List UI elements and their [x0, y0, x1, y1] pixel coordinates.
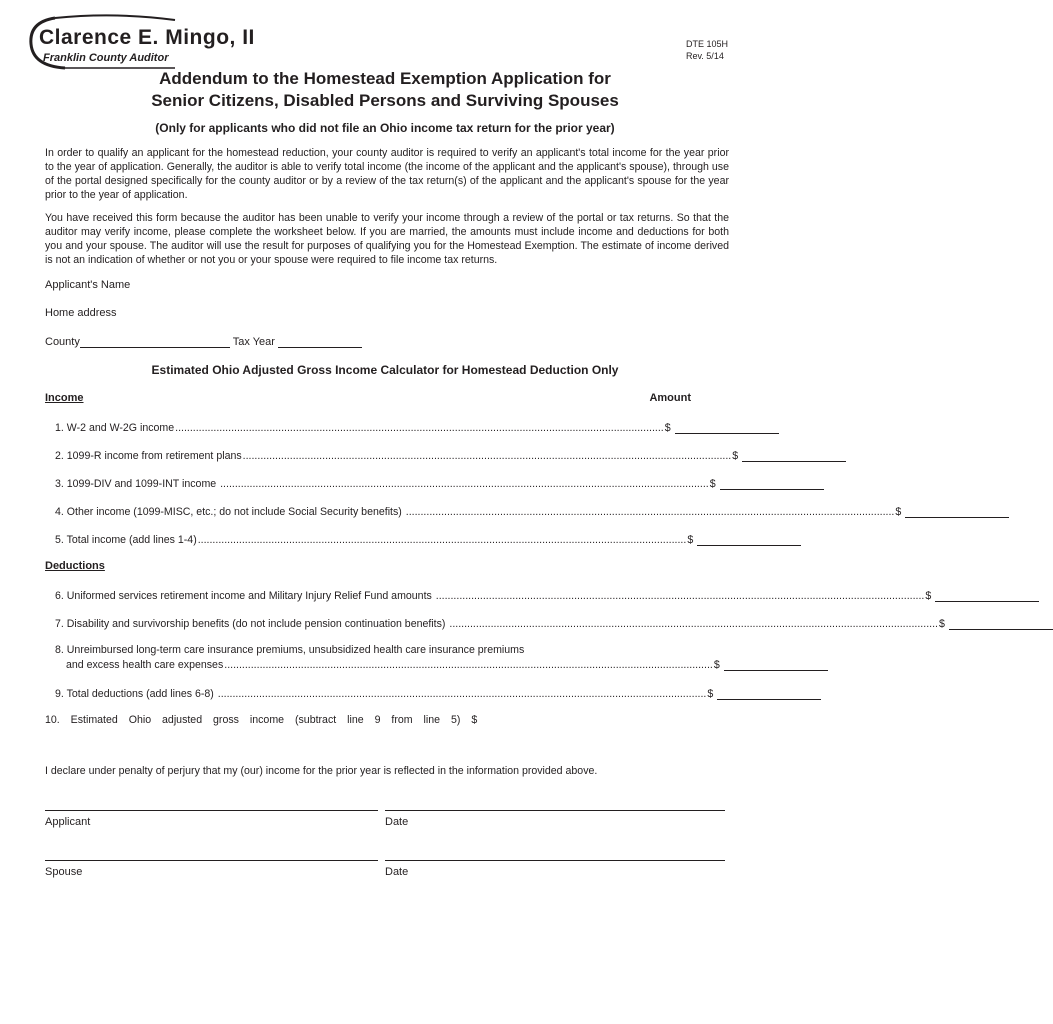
logo-subtitle: Franklin County Auditor: [43, 52, 169, 64]
applicant-name-label: Applicant's Name: [45, 279, 131, 291]
page-subtitle: (Only for applicants who did not file an Ohio income tax return for the prior year): [155, 121, 615, 135]
intro-paragraph-1: In order to qualify an applicant for the homestead reduction, your county auditor is required to verify an applicant's total income for the year prior to the year of application. Generally, the auditor is able to verify total income (the income of the applicant and the applicant's spouse), through use of the portal designed specifically for the county auditor or by a review of the tax return(s) of the applicant and the applicant's spouse for the year prior to the year of application.: [45, 147, 729, 201]
leader-dots: ......................................................................................................................................................................: [242, 450, 732, 462]
applicant-signature-label: Applicant: [45, 816, 91, 828]
deduction-line-8-label-b: and excess health care expenses: [66, 659, 224, 671]
deduction-line-9: [55, 686, 727, 700]
leader-dots: ......................................................................................................................................................................: [224, 659, 713, 671]
deduction-line-7-label: 7. Disability and survivorship benefits (do not include pension continuation benefits): [55, 618, 446, 630]
auditor-logo: [25, 14, 265, 74]
leader-dots: ......................................................................................................................................................................: [175, 422, 664, 434]
leader-dots: ......................................................................................................................................................................: [432, 590, 925, 602]
amount-header: Amount: [649, 392, 691, 404]
deduction-line-6: [55, 588, 932, 602]
dollar-sign: $: [925, 590, 932, 602]
deduction-line-9-amount[interactable]: [717, 687, 821, 700]
spouse-date-label: Date: [385, 866, 409, 878]
deductions-header: Deductions: [45, 560, 105, 572]
tax-year-input[interactable]: [278, 335, 362, 348]
title-line-1: Addendum to the Homestead Exemption Application for: [159, 69, 611, 88]
dollar-sign: $: [709, 478, 716, 490]
dollar-sign: $: [687, 534, 694, 546]
deduction-line-7-amount[interactable]: [949, 617, 1053, 630]
income-line-4-amount[interactable]: [905, 505, 1009, 518]
county-taxyear-row: [45, 335, 362, 348]
income-line-1: [55, 420, 727, 434]
line-10-estimated-agi: 10. Estimated Ohio adjusted gross income (subtract line 9 from line 5) $: [45, 714, 478, 726]
spouse-date-line[interactable]: [385, 860, 725, 861]
income-line-1-label: 1. W-2 and W-2G income: [55, 422, 175, 434]
deduction-line-7: [55, 616, 945, 630]
form-number: DTE 105H: [685, 39, 728, 49]
title-line-2: Senior Citizens, Disabled Persons and Surviving Spouses: [151, 91, 619, 110]
income-line-5-label: 5. Total income (add lines 1-4): [55, 534, 197, 546]
applicant-date-line[interactable]: [385, 810, 725, 811]
dollar-sign: $: [713, 659, 720, 671]
home-address-label: Home address: [45, 307, 117, 319]
leader-dots: ......................................................................................................................................................................: [214, 688, 707, 700]
tax-year-label: Tax Year: [232, 336, 275, 348]
declaration-text: I declare under penalty of perjury that my (our) income for the prior year is reflected in the information provided above.: [45, 765, 598, 777]
calculator-title: Estimated Ohio Adjusted Gross Income Calculator for Homestead Deduction Only: [151, 363, 619, 377]
income-line-4-label: 4. Other income (1099-MISC, etc.; do not include Social Security benefits): [55, 506, 402, 518]
spouse-signature-label: Spouse: [45, 866, 83, 878]
applicant-date-label: Date: [385, 816, 409, 828]
deduction-line-8-label-a: 8. Unreimbursed long-term care insurance premiums, unsubsidized health care insurance premiums: [55, 644, 525, 656]
deduction-line-6-label: 6. Uniformed services retirement income and Military Injury Relief Fund amounts: [55, 590, 432, 602]
page-title: [0, 68, 770, 112]
form-number-block: [686, 38, 728, 62]
income-line-5: [55, 532, 727, 546]
logo-name: Clarence E. Mingo, II: [39, 26, 255, 49]
dollar-sign: $: [664, 422, 671, 434]
spouse-signature-line[interactable]: [45, 860, 378, 861]
dollar-sign: $: [732, 450, 739, 462]
income-line-3-amount[interactable]: [720, 477, 824, 490]
deduction-line-9-label: 9. Total deductions (add lines 6-8): [55, 688, 214, 700]
income-line-5-amount[interactable]: [697, 533, 801, 546]
leader-dots: ......................................................................................................................................................................: [446, 618, 938, 630]
dollar-sign: $: [938, 618, 945, 630]
deduction-line-6-amount[interactable]: [935, 589, 1039, 602]
deduction-line-8-amount[interactable]: [724, 658, 828, 671]
income-header: Income: [45, 392, 84, 404]
income-line-3: [55, 476, 727, 490]
applicant-signature-line[interactable]: [45, 810, 378, 811]
income-line-1-amount[interactable]: [675, 421, 779, 434]
income-line-3-label: 3. 1099-DIV and 1099-INT income: [55, 478, 217, 490]
leader-dots: ......................................................................................................................................................................: [197, 534, 687, 546]
leader-dots: ......................................................................................................................................................................: [217, 478, 709, 490]
leader-dots: ......................................................................................................................................................................: [402, 506, 895, 518]
dollar-sign: $: [707, 688, 714, 700]
intro-paragraph-2: You have received this form because the auditor has been unable to verify your income through a review of the portal or tax returns. So that the auditor may verify income, please complete the worksheet below. If you are married, the amounts must include income and deductions for both you and your spouse. The auditor will use the result for purposes of qualifying you for the Homestead Exemption. The estimate of income derived is not an indication of whether or not you or your spouse were required to file income tax returns.: [45, 212, 729, 266]
applicant-name-field[interactable]: [45, 279, 130, 291]
dollar-sign: $: [895, 506, 902, 518]
deduction-line-8: [66, 657, 727, 671]
income-line-2: [55, 448, 739, 462]
county-input[interactable]: [80, 335, 230, 348]
form-revision: Rev. 5/14: [685, 51, 724, 61]
income-line-2-label: 2. 1099-R income from retirement plans: [55, 450, 242, 462]
income-line-4: [55, 504, 902, 518]
home-address-field[interactable]: [45, 307, 117, 319]
income-line-2-amount[interactable]: [742, 449, 846, 462]
county-label: County: [45, 336, 80, 348]
